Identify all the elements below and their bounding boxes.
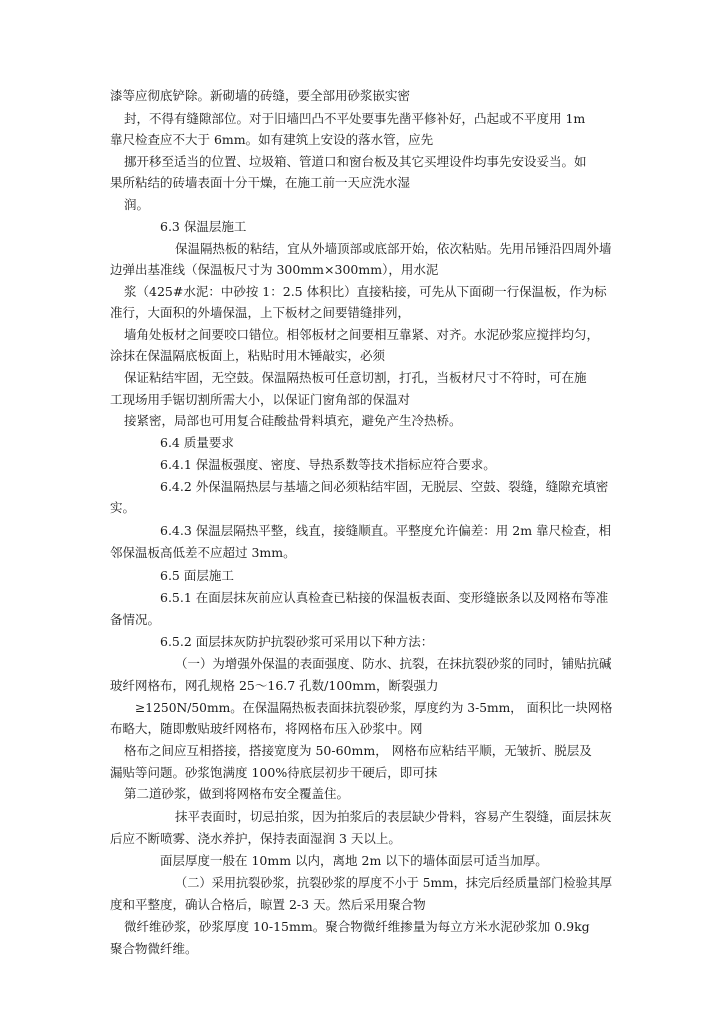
text-line: 微纤维砂浆，砂浆厚度 10-15mm。聚合物微纤维掺量为每立方米水泥砂浆加 0.9kg [124, 919, 590, 934]
text-line: 邻保温板高低差不应超过 3mm。 [110, 545, 296, 560]
text-line: ≥1250N/50mm。在保温隔热板表面抹抗裂砂浆，厚度约为 3-5mm， 面积比一块网格 [135, 700, 613, 715]
text-line: 6.4.2 外保温隔热层与基墙之间必须粘结牢固，无脱层、空鼓、裂缝，缝隙充填密 [160, 479, 609, 494]
text-line: 保温隔热板的粘结，宜从外墙顶部或底部开始，依次粘贴。先用吊锤沿四周外墙 [175, 241, 612, 256]
text-line: 6.4.1 保温板强度、密度、导热系数等技术指标应符合要求。 [160, 457, 496, 472]
text-line: 度和平整度，确认合格后，晾置 2-3 天。然后采用聚合物 [110, 897, 426, 912]
text-line: 玻纤网格布，网孔规格 25～16.7 孔数/100mm，断裂强力 [110, 678, 439, 693]
section-heading: 6.3 保温层施工 [160, 219, 247, 234]
text-line: 封，不得有缝隙部位。对于旧墙凹凸不平处要事先凿平修补好，凸起或不平度用 1m [124, 111, 586, 126]
text-line: 备情况。 [110, 612, 161, 627]
text-line: 挪开移至适当的位置、垃圾箱、管道口和窗台板及其它买埋设件均事先安设妥当。如 [124, 154, 587, 169]
text-line: 6.5.1 在面层抹灰前应认真检查已粘接的保温板表面、变形缝嵌条以及网格布等准 [160, 590, 609, 605]
text-line: 接紧密，局部也可用复合硅酸盐骨料填充，避免产生冷热桥。 [124, 413, 462, 428]
text-line: 实。 [110, 500, 136, 515]
text-line: 第二道砂浆，做到将网格布安全覆盖住。 [124, 786, 350, 801]
text-line: 面层厚度一般在 10mm 以内，离地 2m 以下的墙体面层可适当加厚。 [160, 853, 548, 868]
text-line: 抹平表面时，切忌拍浆，因为拍浆后的表层缺少骨料，容易产生裂缝，面层抹灰 [175, 809, 612, 824]
text-line: 6.4.3 保温层隔热平整，线直，接缝顺直。平整度允许偏差：用 2m 靠尺检查，相 [160, 523, 612, 538]
text-line: 6.5.2 面层抹灰防护抗裂砂浆可采用以下种方法： [160, 634, 434, 649]
text-line: （二）采用抗裂砂浆，抗裂砂浆的厚度不小于 5mm，抹完后经质量部门检验其厚 [175, 875, 613, 890]
text-line: 浆（425#水泥：中砂按 1：2.5 体积比）直接粘接，可先从下面砌一行保温板，作为标 [124, 284, 607, 299]
text-line: 格布之间应互相搭接，搭接宽度为 50-60mm， 网格布应粘结平顺，无皱折、脱层及 [124, 743, 592, 758]
text-line: 漏贴等问题。砂浆饱满度 100%待底层初步干硬后，即可抹 [110, 765, 438, 780]
text-line: 布略大，随即敷贴玻纤网格布，将网格布压入砂浆中。网 [110, 721, 423, 736]
section-heading: 6.5 面层施工 [160, 568, 234, 583]
text-line: 果所粘结的砖墙表面十分干燥，在施工前一天应洗水湿 [110, 175, 411, 190]
text-line: 润。 [124, 197, 150, 212]
text-line: 涂抹在保温隔底板面上，粘贴时用木锤敲实，必须 [110, 348, 386, 363]
text-line: 靠尺检查应不大于 6mm。如有建筑上安设的落水管，应先 [110, 132, 434, 147]
text-line: 聚合物微纤维。 [110, 941, 198, 956]
text-line: 墙角处板材之间要咬口错位。相邻板材之间要相互靠紧、对齐。水泥砂浆应搅拌均匀， [124, 327, 600, 342]
section-heading: 6.4 质量要求 [160, 435, 234, 450]
text-line: 保证粘结牢固，无空鼓。保温隔热板可任意切割，打孔，当板材尺寸不符时，可在施 [124, 370, 587, 385]
text-line: 边弹出基准线（保温板尺寸为 300mm×300mm），用水泥 [110, 262, 439, 277]
text-line: 工现场用手锯切割所需大小，以保证门窗角部的保温对 [110, 392, 411, 407]
text-line: 后应不断喷雾、浇水养护，保持表面湿润 3 天以上。 [110, 831, 401, 846]
text-line: 漆等应彻底铲除。新砌墙的砖缝，要全部用砂浆嵌实密 [110, 88, 411, 103]
text-line: 准行，大面积的外墙保温，上下板材之间要错缝排列， [110, 305, 411, 320]
text-line: （一）为增强外保温的表面强度、防水、抗裂，在抹抗裂砂浆的同时，铺贴抗碱 [175, 656, 612, 671]
